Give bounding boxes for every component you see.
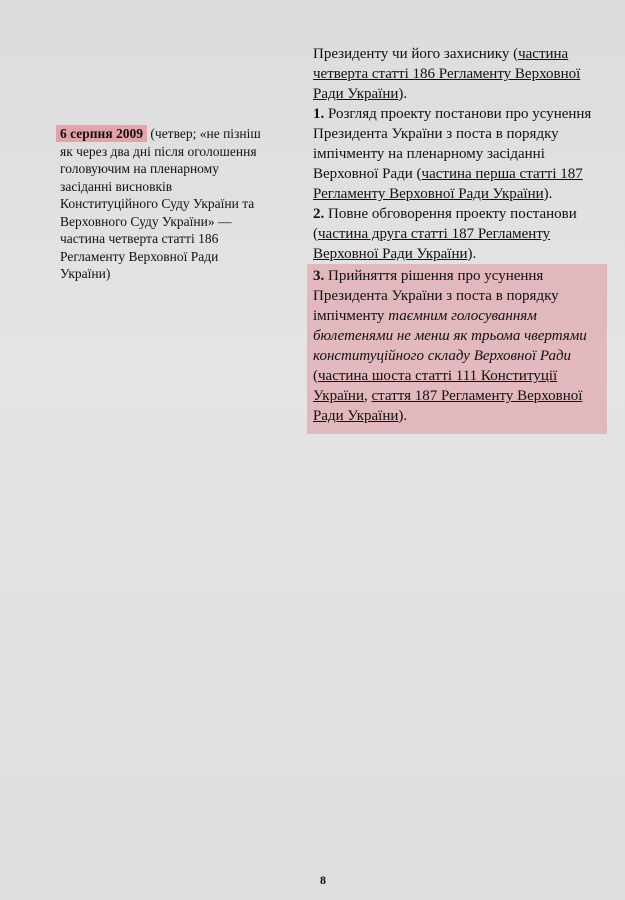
item-2-text: Повне обговорення проекту постанови ( [313,206,577,242]
date-note: (четвер; «не пізніш як через два дні після оголошення головуючим на пленарному засіданні висновків Конституційного Суду України та Верховного Суду України» — частина четверта статті 186 Регламенту Верховної Ради України) [60,126,261,281]
item-3-italic-text: таємним голосуванням бюлетенями не менш як трьома чвертями конституційного складу Верховної Ради [313,308,587,364]
procedure-item-1 [313,104,593,204]
intro-close: ). [398,86,408,102]
item-1-reference-link[interactable]: частина перша статті 187 Регламенту Верховної Ради України [313,166,583,202]
item-1-text: Розгляд проекту постанови про усунення Президента України з поста в порядку імпічменту на пленарному засіданні Верховної Ради ( [313,106,592,182]
item-2-reference-link[interactable]: частина друга статті 187 Регламенту Верховної Ради України [313,226,551,262]
item-3-close: ). [398,408,408,424]
intro-text: Президенту чи його захиснику [313,46,510,62]
item-3-separator: , [363,388,372,404]
procedure-column [313,44,593,434]
item-2-number: 2. [313,206,325,222]
intro-paragraph [313,44,593,104]
item-3-number: 3. [313,268,325,284]
item-1-number: 1. [313,106,325,122]
highlighted-item-3 [307,264,607,434]
item-3-text: Прийняття рішення про усунення Президента України з поста в порядку імпічменту [313,268,559,324]
date-column [60,125,265,283]
page-fold-line [0,0,41,40]
reglament-reference-link[interactable]: стаття 187 Регламенту Верховної Ради України [313,388,583,424]
highlighted-date: 6 серпня 2009 [56,125,147,142]
page-number: 8 [320,873,326,887]
intro-reference-link[interactable]: частина четверта статті 186 Регламенту Верховної Ради України [313,46,581,102]
item-1-close: ). [543,186,553,202]
constitution-reference-link[interactable]: частина шоста статті 111 Конституції України [313,368,558,404]
item-2-close: ). [467,246,477,262]
item-3-open-paren: ( [313,368,318,384]
procedure-item-2 [313,204,593,264]
intro-open-paren: ( [513,46,519,62]
